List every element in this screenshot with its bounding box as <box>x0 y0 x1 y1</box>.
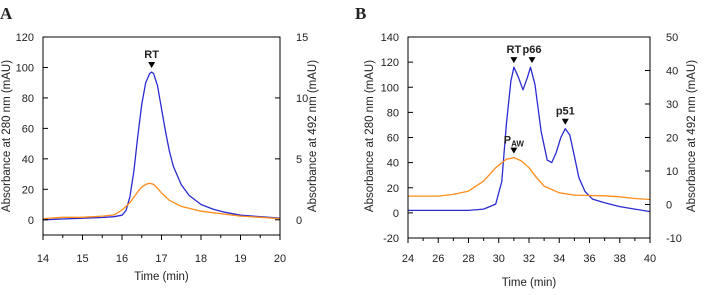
panel-a-annotations <box>144 49 159 68</box>
panel-b-x-ticks <box>402 238 656 265</box>
x-tick-label: 28 <box>462 253 475 265</box>
panel-b-series <box>408 67 650 211</box>
y-tick-label: 20 <box>386 182 399 195</box>
y2-tick-label: 30 <box>666 99 679 111</box>
panel-b-letter: B <box>355 4 367 23</box>
y2-tick-label: 50 <box>666 32 679 44</box>
y2-tick-label: 20 <box>666 132 679 145</box>
absorbance-280-line <box>408 67 650 211</box>
y2-tick-label: 5 <box>296 153 303 166</box>
x-tick-label: 24 <box>401 253 415 265</box>
peak-marker-icon <box>562 119 569 125</box>
panel-b-x-axis-title: Time (min) <box>501 277 557 289</box>
y-tick-label: 40 <box>21 153 34 166</box>
y-tick-label: 0 <box>392 207 399 220</box>
y-tick-label: 60 <box>21 123 34 136</box>
panel-a-y2-axis-title: Absorbance at 492 nm (mAU) <box>307 59 319 213</box>
panel-b-y-axis-title: Absorbance at 280 nm (mAU) <box>364 59 376 213</box>
x-tick-label: 36 <box>583 253 596 265</box>
y2-tick-label: 0 <box>666 199 673 212</box>
panel-a-plot-frame <box>43 37 280 235</box>
y2-tick-label: 10 <box>296 92 309 105</box>
x-tick-label: 30 <box>492 253 505 265</box>
x-tick-label: 16 <box>115 253 129 265</box>
panel-b-y2-axis-title: Absorbance at 492 nm (mAU) <box>686 59 698 213</box>
absorbance-492-line <box>408 158 650 200</box>
y-tick-label: 100 <box>380 82 399 95</box>
panel-b-annotations <box>504 44 575 153</box>
x-tick-label: 18 <box>194 253 208 265</box>
y-tick-label: 100 <box>15 62 34 75</box>
y-tick-label: 140 <box>380 32 399 44</box>
panel-a-letter: A <box>0 4 13 23</box>
y-tick-label: 80 <box>21 92 34 105</box>
y2-tick-label: 40 <box>666 65 679 78</box>
x-tick-label: 19 <box>234 253 247 265</box>
peak-label: p51 <box>555 105 575 118</box>
y-tick-label: 120 <box>380 57 399 70</box>
x-tick-label: 26 <box>432 253 445 265</box>
y-tick-label: 80 <box>386 107 399 120</box>
peak-label: $P_{AW}$ <box>503 134 524 149</box>
x-tick-label: 20 <box>273 253 287 265</box>
y2-tick-label: 10 <box>666 166 679 178</box>
panel-b <box>355 4 698 289</box>
peak-marker-icon <box>510 57 517 63</box>
absorbance-280-line <box>43 72 280 220</box>
peak-marker-icon <box>148 62 155 68</box>
x-tick-label: 17 <box>155 253 168 265</box>
panel-a-x-axis-title: Time (min) <box>134 271 189 283</box>
y-tick-label: -20 <box>383 233 399 245</box>
x-tick-label: 32 <box>522 253 536 265</box>
y2-tick-label: 0 <box>296 214 303 227</box>
y-tick-label: 0 <box>27 214 34 227</box>
x-tick-label: 14 <box>36 253 50 265</box>
y2-tick-label: -10 <box>666 233 682 245</box>
panel-a-series <box>43 72 280 220</box>
x-tick-label: 15 <box>76 253 89 265</box>
x-tick-label: 34 <box>553 253 566 265</box>
peak-label: RT <box>506 44 522 57</box>
panel-b-plot-frame <box>408 37 650 238</box>
y-tick-label: 120 <box>15 32 34 44</box>
y-tick-label: 60 <box>386 132 399 145</box>
peak-label: p66 <box>522 44 542 57</box>
panel-a-x-ticks <box>37 235 286 265</box>
peak-label: RT <box>144 49 159 62</box>
x-tick-label: 38 <box>613 253 626 265</box>
panel-a <box>0 4 319 283</box>
x-tick-label: 40 <box>643 253 657 265</box>
peak-marker-icon <box>529 57 536 63</box>
y-tick-label: 40 <box>386 157 399 170</box>
y-tick-label: 20 <box>21 184 34 197</box>
panel-a-y-axis-title: Absorbance at 280 nm (mAU) <box>1 59 13 213</box>
y2-tick-label: 15 <box>296 32 309 44</box>
panel-b-y2-ticks <box>645 32 682 245</box>
absorbance-492-line <box>43 183 280 218</box>
